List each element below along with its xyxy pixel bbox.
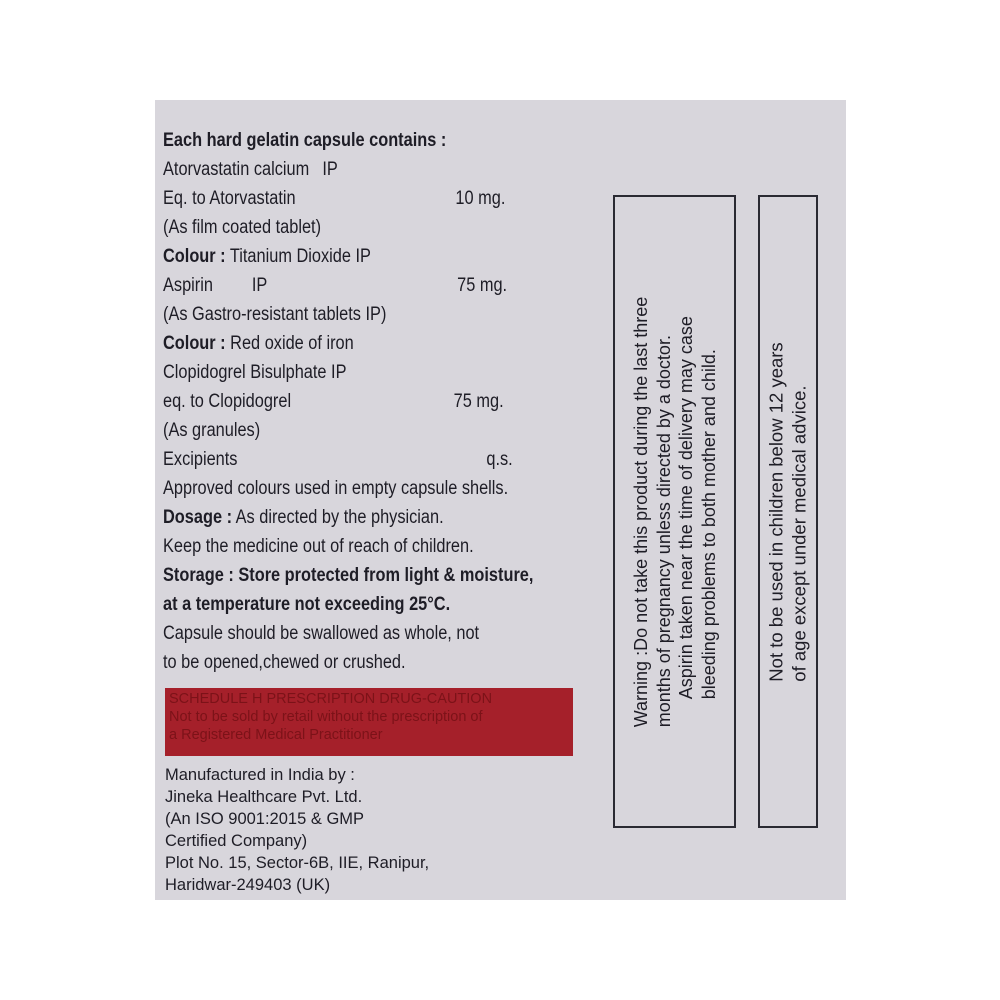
manufacturer-address-2: Haridwar-249403 (UK) — [165, 876, 331, 894]
excipients-line: Excipients q.s. — [163, 445, 237, 474]
atorvastatin-eq-line: Eq. to Atorvastatin 10 mg. — [163, 184, 296, 213]
manufacturer-line-1: Manufactured in India by : — [165, 766, 355, 784]
atorvastatin-line: Atorvastatin calcium IP — [163, 159, 338, 180]
storage-line-2: at a temperature not exceeding 25°C. — [163, 594, 451, 615]
carton-back-panel — [155, 100, 846, 900]
keep-out-of-reach: Keep the medicine out of reach of children. — [163, 536, 474, 557]
manufacturer-name: Jineka Healthcare Pvt. Ltd. — [165, 788, 363, 806]
pregnancy-warning-box — [613, 195, 736, 828]
atorvastatin-form: (As film coated tablet) — [163, 217, 322, 238]
caution-line-1: SCHEDULE H PRESCRIPTION DRUG-CAUTION — [169, 691, 493, 707]
composition-heading: Each hard gelatin capsule contains : — [163, 130, 447, 151]
approved-colours: Approved colours used in empty capsule shells. — [163, 478, 509, 499]
caution-line-2: Not to be sold by retail without the prescription of — [169, 709, 483, 725]
aspirin-dose: 75 mg. — [457, 275, 508, 296]
pregnancy-warning-text: Warning :Do not take this product during the last three months of pregnancy unless directed by a doctor. Aspirin taken near the time of delivery may case bleeding problems to both mother and child. — [630, 296, 718, 727]
clopidogrel-dose: 75 mg. — [453, 391, 504, 412]
swallow-line-1: Capsule should be swallowed as whole, not — [163, 623, 480, 644]
manufacturer-line-3: (An ISO 9001:2015 & GMP — [165, 810, 365, 828]
manufacturer-line-4: Certified Company) — [165, 832, 308, 850]
colour-line-1: Colour : Titanium Dioxide IP — [163, 246, 371, 267]
aspirin-line: Aspirin IP 75 mg. — [163, 271, 267, 300]
children-notice-box — [758, 195, 818, 828]
clopidogrel-form: (As granules) — [163, 420, 261, 441]
children-notice-text: Not to be used in children below 12 years of age except under medical advice. — [765, 341, 809, 682]
colour-line-2: Colour : Red oxide of iron — [163, 333, 354, 354]
manufacturer-address-1: Plot No. 15, Sector-6B, IIE, Ranipur, — [165, 854, 430, 872]
caution-line-3: a Registered Medical Practitioner — [169, 727, 383, 743]
clopidogrel-eq-line: eq. to Clopidogrel 75 mg. — [163, 387, 291, 416]
excipients-qty: q.s. — [486, 449, 513, 470]
manufacturer-block — [165, 764, 429, 896]
aspirin-form: (As Gastro-resistant tablets IP) — [163, 304, 387, 325]
clopidogrel-line: Clopidogrel Bisulphate IP — [163, 362, 347, 383]
swallow-line-2: to be opened,chewed or crushed. — [163, 652, 406, 673]
atorvastatin-dose: 10 mg. — [455, 188, 506, 209]
dosage-line: Dosage : As directed by the physician. — [163, 507, 444, 528]
storage-line: Storage : Store protected from light & moisture, — [163, 565, 534, 586]
schedule-h-caution-box — [165, 688, 573, 756]
